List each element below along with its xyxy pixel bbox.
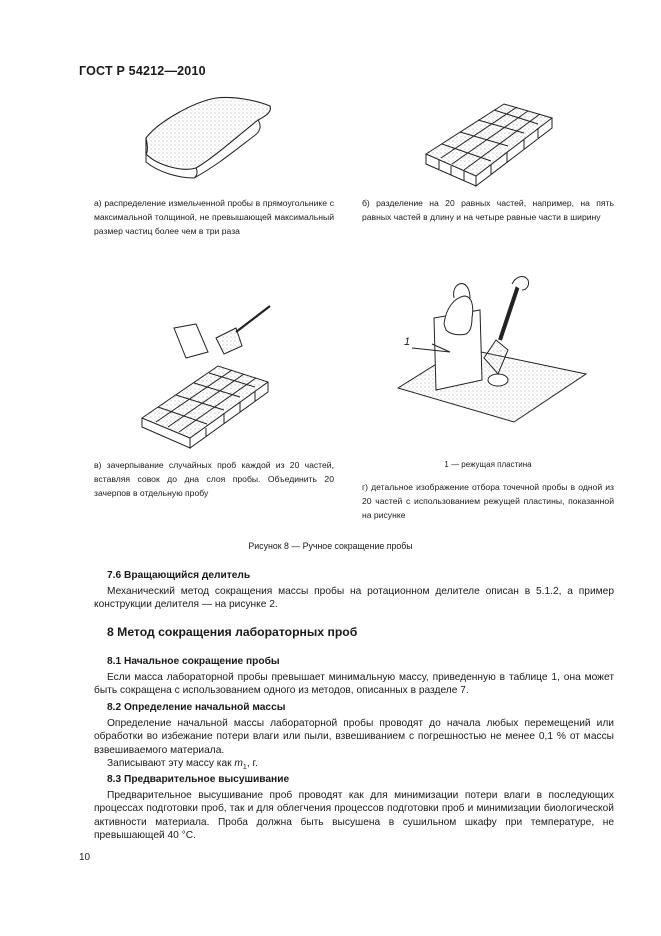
figure-caption-c: в) зачерпывание случайных проб каждой из 20 частей, вставляя совок до дна слоя пробы. Объединить 20 зачерпов в отдельную пробу: [94, 460, 334, 498]
paragraph-7-6: [94, 585, 614, 612]
text2-suffix: , г.: [246, 757, 258, 769]
heading-8: 8 Метод сокращения лабораторных проб: [107, 625, 358, 639]
figure-a-drawing: [138, 92, 278, 182]
figure-b-drawing: [420, 96, 560, 188]
paragraph-8-3-text: Предварительное высушивание проб проводят как для минимизации потери влаги в последующих процессах подготовки проб, так и для облегчения процессов подготовки проб и минимизации биологической активности материала. Проба должна быть высушена в сушильном шкафу при температуре, не превышающей 40 °С.: [94, 790, 614, 841]
paragraph-8-1: [94, 671, 614, 698]
heading-7-6: 7.6 Вращающийся делитель: [107, 570, 251, 581]
page-number: 10: [79, 852, 91, 863]
paragraph-8-2-text2: [94, 757, 614, 774]
figure-title: Рисунок 8 — Ручное сокращение пробы: [248, 541, 413, 551]
figure-c-drawing: [138, 300, 278, 450]
figure-caption-d: г) детальное изображение отбора точечной пробы в одной из 20 частей с использованием режущей пластины, показанной на рисунке: [362, 482, 614, 520]
callout-label-1: 1: [404, 336, 411, 348]
heading-8-2: 8.2 Определение начальной массы: [107, 702, 286, 713]
figure-legend-d: 1 — режущая пластина: [444, 460, 532, 469]
figure-caption-b: б) разделение на 20 равных частей, например, на пять равных частей в длину и на четыре равные части в ширину: [362, 198, 614, 222]
heading-8-1: 8.1 Начальное сокращение пробы: [107, 656, 280, 667]
text2-prefix: Записывают эту массу как: [107, 757, 235, 769]
document-header: ГОСТ Р 54212—2010: [79, 64, 206, 78]
paragraph-8-2: [94, 717, 614, 774]
figure-caption-a: а) распределение измельченной пробы в прямоугольнике с максимальной толщиной, не превышающей максимальный размер частиц более чем в три раза: [94, 198, 334, 236]
paragraph-8-3: [94, 789, 614, 842]
mass-subscript: 1: [242, 763, 247, 771]
paragraph-8-2-text1: Определение начальной массы лабораторной пробы проводят до начала любых перемещений или обработки во избежание потери влаги или пыли, взвешиванием с погрешностью не менее 0,1 % от массы взвешиваемого материала.: [94, 718, 614, 756]
paragraph-8-1-text: Если масса лабораторной пробы превышает минимальную массу, приведенную в таблице 1, она может быть сокращена с использованием одного из методов, описанных в разделе 7.: [94, 672, 614, 697]
mass-variable: m: [234, 757, 243, 769]
paragraph-7-6-text: Механический метод сокращения массы пробы на ротационном делителе описан в 5.1.2, а пример конструкции делителя — на рисунке 2.: [94, 586, 614, 611]
figure-d-drawing: [392, 270, 592, 430]
heading-8-3: 8.3 Предварительное высушивание: [107, 774, 290, 785]
